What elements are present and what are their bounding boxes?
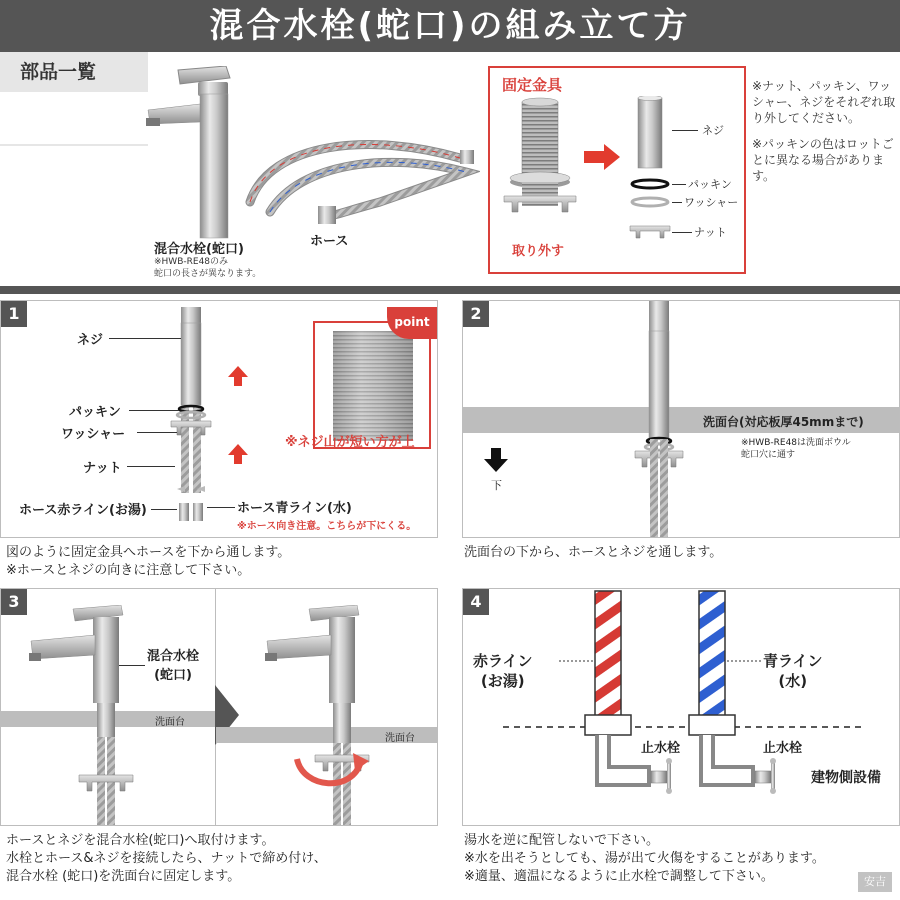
point-detail-box bbox=[313, 321, 431, 449]
nut-part-icon bbox=[628, 222, 672, 240]
description-line: ホースとネジを混合水栓(蛇口)へ取付けます。 bbox=[6, 833, 275, 848]
description-line: 図のように固定金具へホースを下から通します。 bbox=[6, 545, 291, 560]
step-2-description bbox=[464, 544, 722, 562]
leader-line bbox=[151, 509, 177, 510]
divider bbox=[0, 144, 148, 146]
stop-valve-icon bbox=[649, 757, 679, 797]
step-3-panel bbox=[0, 588, 438, 826]
hose-assembly-icon bbox=[151, 307, 231, 535]
faucet-note-line: ※HWB-RE48のみ bbox=[154, 257, 229, 267]
remove-caption: 取り外す bbox=[512, 244, 565, 259]
down-label: 下 bbox=[491, 479, 502, 492]
point-note: ※ネジ山が短い方が上 bbox=[285, 435, 415, 450]
red-line-label-line: (お湯) bbox=[480, 672, 525, 690]
faucet-label bbox=[147, 645, 199, 683]
parts-note: ※ナット、パッキン、ワッシャー、ネジをそれぞれ取り外してください。 bbox=[752, 79, 896, 125]
counter-label: 洗面台(対応板厚45mmまで) bbox=[703, 415, 864, 429]
part-label-packing: パッキン bbox=[688, 178, 732, 191]
leader-line bbox=[127, 466, 175, 467]
counter-note-line: 蛇口穴に通す bbox=[741, 450, 796, 460]
description-line: 混合水栓 (蛇口)を洗面台に固定します。 bbox=[6, 869, 241, 884]
page-title: 混合水栓(蛇口)の組み立て方 bbox=[0, 0, 900, 52]
washer-part-icon bbox=[628, 196, 672, 208]
stop-valve-icon bbox=[753, 757, 783, 797]
leader-line bbox=[109, 338, 181, 339]
arrow-down-icon bbox=[483, 447, 509, 473]
faucet-caption: 混合水栓(蛇口) bbox=[154, 242, 244, 257]
building-equipment-label: 建物側設備 bbox=[811, 770, 881, 786]
label-screw: ネジ bbox=[77, 333, 104, 348]
step-number: 4 bbox=[463, 589, 489, 615]
leader-line bbox=[119, 665, 145, 666]
counter-label-left: 洗面台 bbox=[155, 717, 185, 728]
label-washer: ワッシャー bbox=[61, 427, 126, 442]
label-hose-blue: ホース青ライン(水) bbox=[237, 501, 352, 516]
step-1-panel bbox=[0, 300, 438, 538]
fixture-icon bbox=[498, 96, 582, 236]
step-number: 2 bbox=[463, 301, 489, 327]
blue-line-label-line: (水) bbox=[778, 672, 808, 690]
leader-line bbox=[137, 432, 177, 433]
arrow-up-icon bbox=[227, 443, 249, 465]
fixture-title: 固定金具 bbox=[502, 76, 563, 94]
hose-caption: ホース bbox=[310, 234, 349, 249]
parts-list-section bbox=[0, 52, 900, 288]
part-label-screw: ネジ bbox=[702, 124, 724, 137]
leader-line bbox=[672, 202, 682, 203]
leader-line bbox=[129, 410, 179, 411]
hose-assembly-icon bbox=[619, 301, 699, 538]
section-divider bbox=[0, 286, 900, 294]
label-packing: パッキン bbox=[69, 405, 121, 420]
thread-closeup-icon bbox=[323, 331, 423, 441]
parts-notes bbox=[752, 78, 898, 194]
step-2-panel bbox=[462, 300, 900, 538]
description-line: 水栓とホース&ネジを接続したら、ナットで締め付け、 bbox=[6, 851, 327, 866]
red-line-label bbox=[473, 651, 533, 691]
faucet-note-line: 蛇口の長さが異なります。 bbox=[154, 269, 262, 279]
step-number: 1 bbox=[1, 301, 27, 327]
part-label-washer: ワッシャー bbox=[684, 196, 739, 209]
hose-icon bbox=[240, 132, 480, 232]
counter-note-line: ※HWB-RE48は洗面ボウル bbox=[741, 438, 851, 448]
screw-part-icon bbox=[630, 96, 670, 170]
leader-line bbox=[672, 130, 698, 131]
step-4-panel bbox=[462, 588, 900, 826]
faucet-label-line: (蛇口) bbox=[154, 668, 192, 683]
leader-line bbox=[672, 232, 692, 233]
packing-part-icon bbox=[628, 178, 672, 190]
faucet-label-line: 混合水栓 bbox=[147, 649, 200, 664]
part-label-nut: ナット bbox=[694, 226, 727, 239]
piping-diagram bbox=[463, 589, 900, 826]
description-line: 洗面台の下から、ホースとネジを通します。 bbox=[464, 545, 723, 560]
fixture-box bbox=[488, 66, 746, 274]
description-line: ※適量、適温になるように止水栓で調整して下さい。 bbox=[464, 869, 774, 884]
arrow-right-icon bbox=[582, 142, 622, 172]
faucet-icon bbox=[140, 66, 250, 240]
counter-note bbox=[741, 437, 851, 461]
step-1-description bbox=[6, 544, 290, 580]
faucet-icon bbox=[23, 605, 143, 826]
step-4-description bbox=[464, 832, 825, 886]
blue-line-label-line: 青ライン bbox=[763, 652, 823, 670]
hose-direction-note: ※ホース向き注意。こちらが下にくる。 bbox=[237, 521, 417, 532]
description-line: 湯水を逆に配管しないで下さい。 bbox=[464, 833, 660, 848]
counter-label-right: 洗面台 bbox=[385, 733, 415, 744]
watermark-logo: 安吉 bbox=[858, 872, 892, 892]
stop-valve-label-left: 止水栓 bbox=[641, 741, 681, 756]
label-hose-red: ホース赤ライン(お湯) bbox=[19, 503, 147, 518]
step-3-description bbox=[6, 832, 327, 886]
description-line: ※水を出そうとしても、湯が出て火傷をすることがあります。 bbox=[464, 851, 825, 866]
arrow-up-icon bbox=[227, 365, 249, 387]
blue-line-label bbox=[763, 651, 823, 691]
parts-list-label: 部品一覧 bbox=[0, 52, 148, 92]
description-line: ※ホースとネジの向きに注意して下さい。 bbox=[6, 563, 251, 578]
leader-line bbox=[207, 507, 235, 508]
rotate-arrow-icon bbox=[291, 749, 371, 795]
point-badge: point bbox=[387, 307, 437, 339]
faucet-note bbox=[154, 256, 261, 280]
leader-line bbox=[672, 184, 686, 185]
step-number: 3 bbox=[1, 589, 27, 615]
label-nut: ナット bbox=[83, 461, 122, 476]
parts-note: ※パッキンの色はロットごとに異なる場合があります。 bbox=[752, 137, 894, 183]
stop-valve-label-right: 止水栓 bbox=[763, 741, 803, 756]
red-line-label-line: 赤ライン bbox=[473, 652, 533, 670]
